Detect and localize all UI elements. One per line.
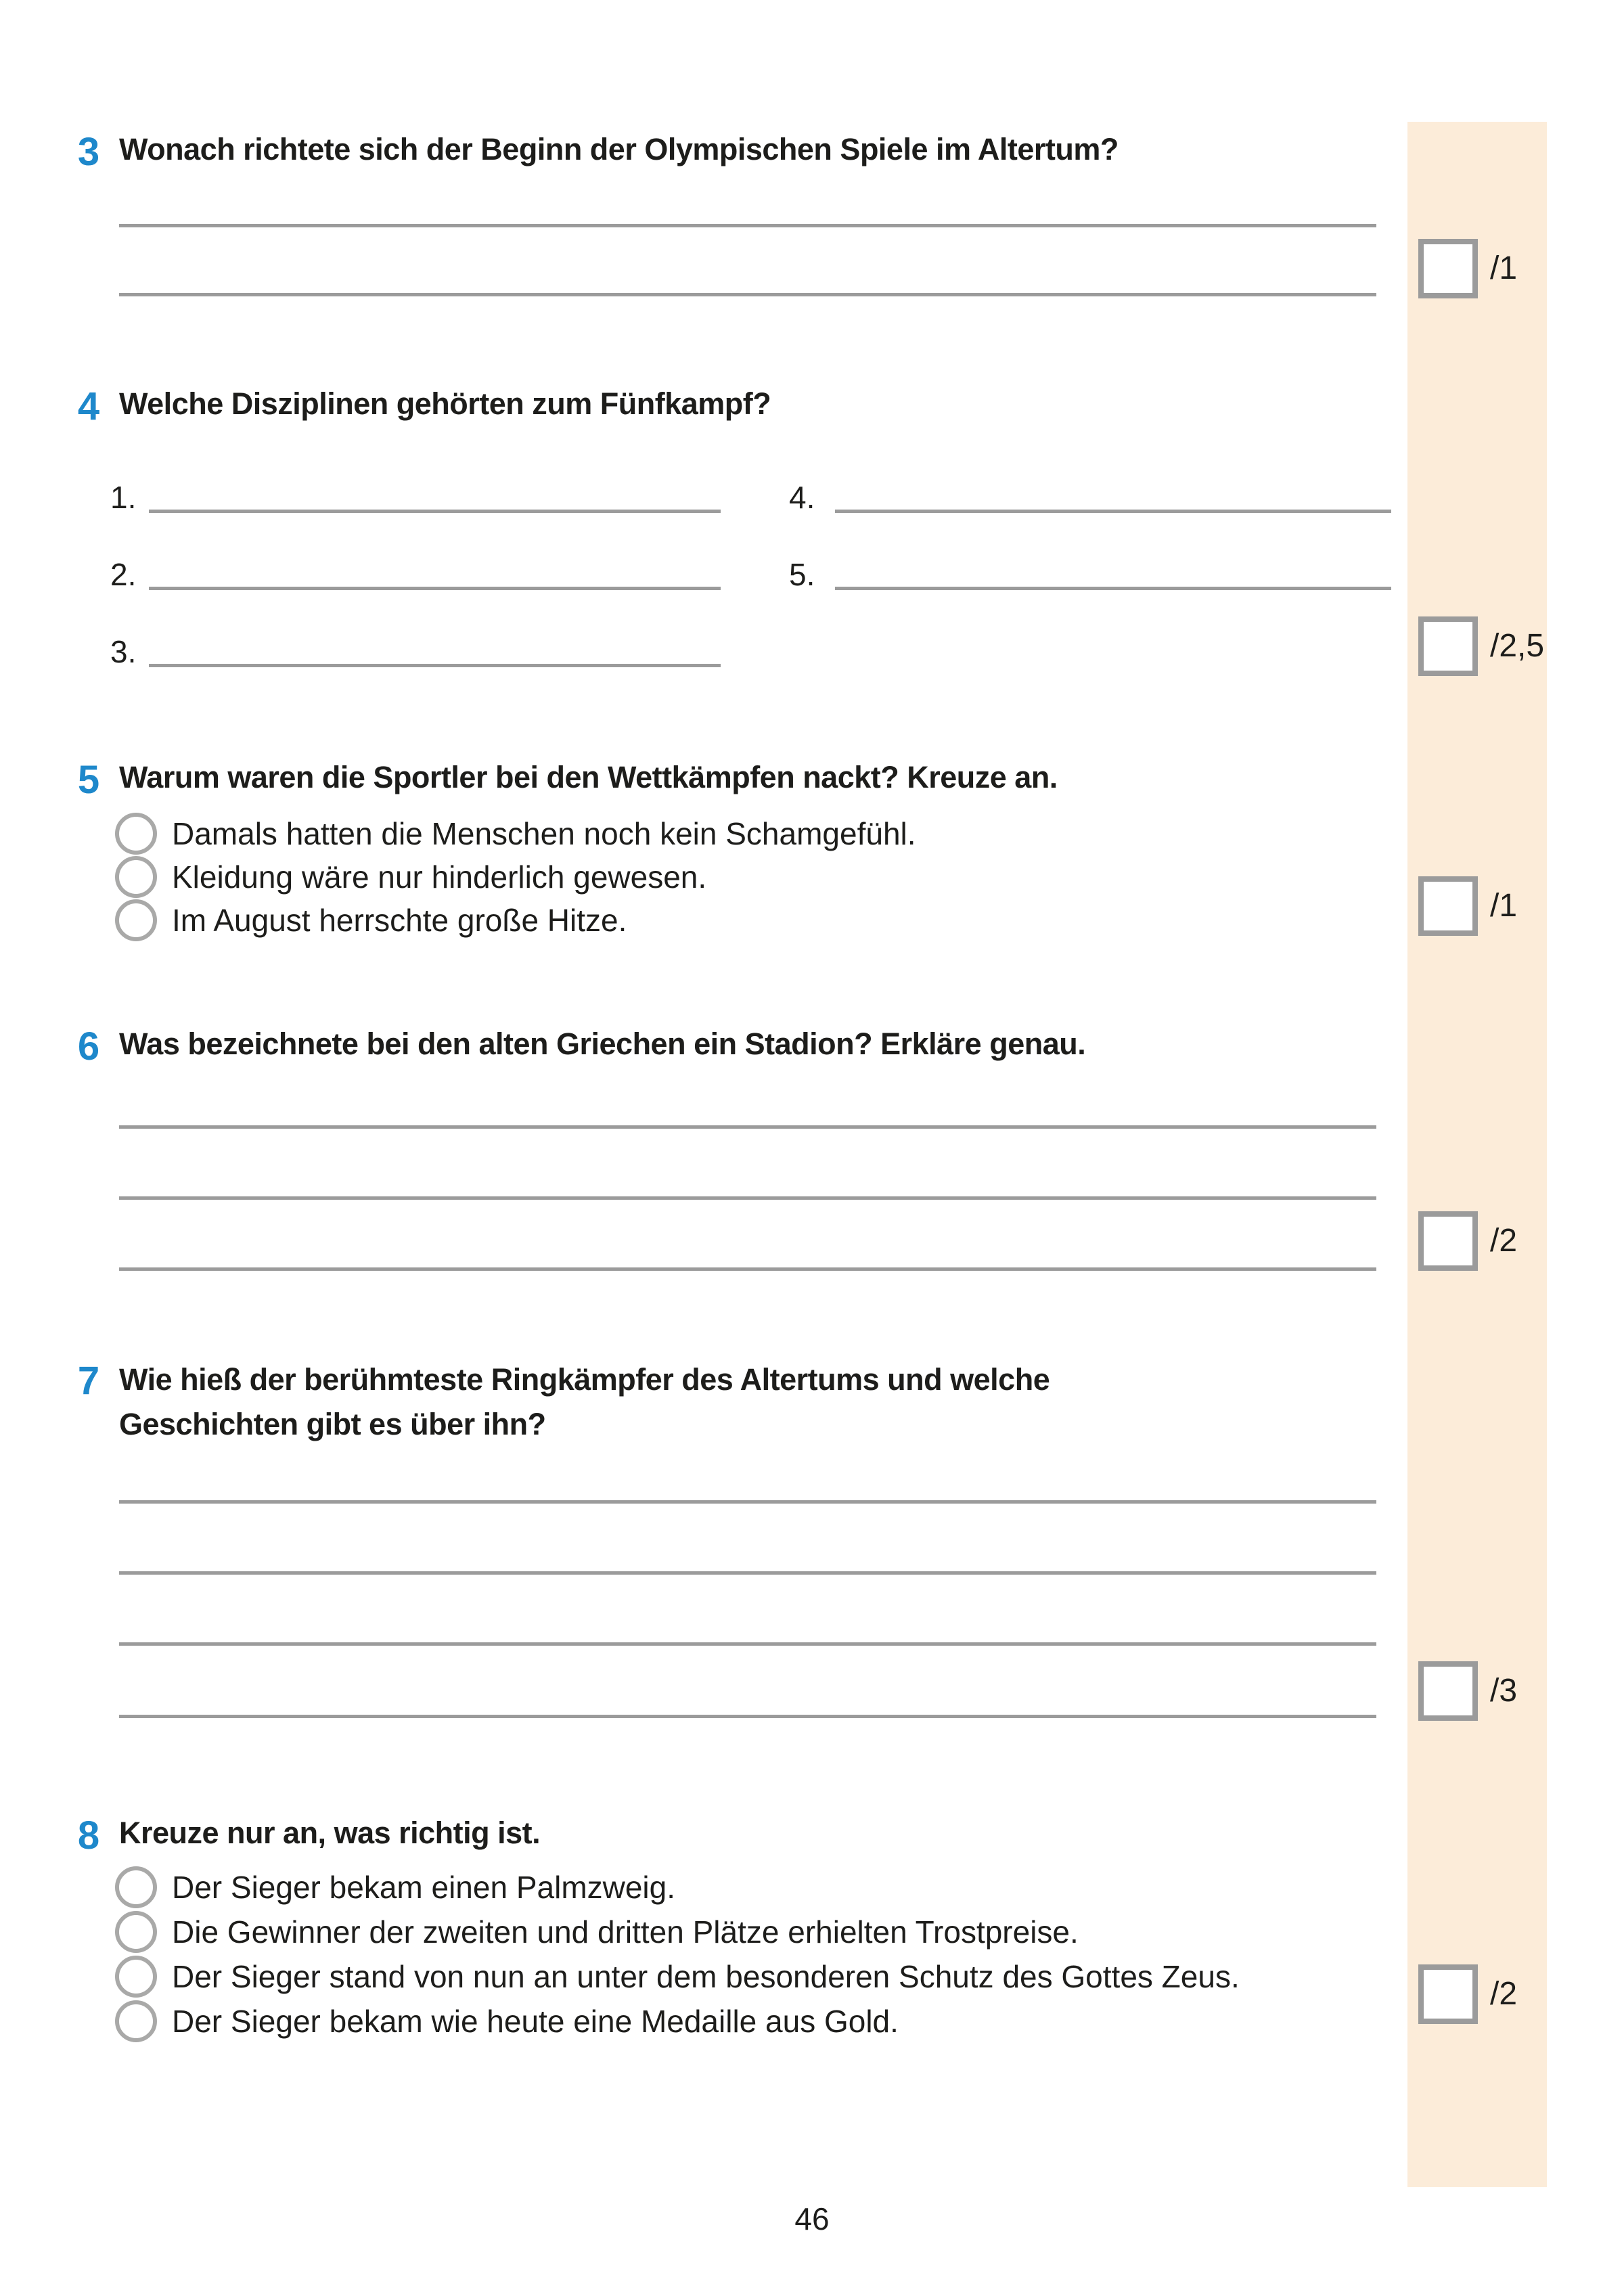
radio-circle-icon[interactable] [115, 856, 157, 898]
question-7-answer-line[interactable] [119, 1571, 1376, 1575]
question-5-score-label: /1 [1490, 888, 1518, 924]
question-5-option-3[interactable] [115, 899, 627, 942]
radio-circle-icon[interactable] [115, 813, 157, 855]
question-7-answer-line[interactable] [119, 1500, 1376, 1504]
question-4-blank-line-5[interactable] [835, 587, 1391, 590]
blank-label-4: 4. [789, 480, 815, 515]
question-6-answer-line[interactable] [119, 1125, 1376, 1129]
radio-circle-icon[interactable] [115, 1866, 157, 1908]
blank-label-1: 1. [110, 480, 137, 515]
question-5-option-2[interactable] [115, 855, 706, 899]
option-label: Kleidung wäre nur hinderlich gewesen. [172, 859, 707, 895]
question-6-answer-line[interactable] [119, 1267, 1376, 1271]
question-4-blank-line-2[interactable] [149, 587, 721, 590]
option-label: Im August herrschte große Hitze. [172, 903, 627, 938]
question-7-answer-line[interactable] [119, 1642, 1376, 1646]
question-4-blank-line-3[interactable] [149, 664, 721, 667]
option-label: Der Sieger stand von nun an unter dem besonderen Schutz des Gottes Zeus. [172, 1959, 1240, 1994]
blank-label-2: 2. [110, 557, 137, 592]
question-3-score-box[interactable] [1418, 239, 1478, 298]
question-4-title: Welche Disziplinen gehörten zum Fünfkampf? [119, 386, 771, 421]
question-8-option-4[interactable] [115, 2000, 899, 2043]
question-7-title [119, 1357, 1269, 1447]
question-6-score-box[interactable] [1418, 1211, 1478, 1271]
question-3-score-label: /1 [1490, 250, 1518, 286]
question-6-answer-line[interactable] [119, 1196, 1376, 1200]
question-6-title: Was bezeichnete bei den alten Griechen ein Stadion? Erkläre genau. [119, 1027, 1086, 1061]
question-3-number: 3 [77, 130, 100, 174]
question-3-answer-line[interactable] [119, 293, 1376, 296]
question-5-number: 5 [77, 758, 100, 802]
question-4-blank-line-4[interactable] [835, 510, 1391, 513]
question-8-option-3[interactable] [115, 1955, 1240, 1998]
radio-circle-icon[interactable] [115, 1911, 157, 1953]
option-label: Die Gewinner der zweiten und dritten Plätze erhielten Trostpreise. [172, 1914, 1079, 1950]
question-6-number: 6 [77, 1025, 100, 1068]
radio-circle-icon[interactable] [115, 1956, 157, 1998]
option-label: Der Sieger bekam wie heute eine Medaille aus Gold. [172, 2004, 899, 2039]
question-7-score-box[interactable] [1418, 1661, 1478, 1721]
question-4-score-label: /2,5 [1490, 628, 1545, 664]
question-5-option-1[interactable] [115, 812, 916, 855]
page-number: 46 [794, 2201, 830, 2236]
question-3-answer-line[interactable] [119, 224, 1376, 227]
question-4-number: 4 [77, 384, 100, 428]
radio-circle-icon[interactable] [115, 2000, 157, 2042]
question-4-blank-line-1[interactable] [149, 510, 721, 513]
score-sidebar [1407, 122, 1547, 2187]
question-6-score-label: /2 [1490, 1223, 1518, 1259]
blank-label-3: 3. [110, 634, 137, 669]
radio-circle-icon[interactable] [115, 899, 157, 941]
question-8-score-box[interactable] [1418, 1964, 1478, 2024]
question-8-option-2[interactable] [115, 1910, 1079, 1954]
question-8-option-1[interactable] [115, 1866, 675, 1909]
question-7-score-label: /3 [1490, 1673, 1518, 1709]
blank-label-5: 5. [789, 557, 815, 592]
question-7-answer-line[interactable] [119, 1715, 1376, 1718]
question-8-title: Kreuze nur an, was richtig ist. [119, 1816, 541, 1850]
question-5-score-box[interactable] [1418, 876, 1478, 936]
option-label: Damals hatten die Menschen noch kein Schamgefühl. [172, 816, 916, 851]
question-5-title: Warum waren die Sportler bei den Wettkämpfen nackt? Kreuze an. [119, 760, 1058, 794]
question-8-number: 8 [77, 1814, 100, 1858]
question-4-score-box[interactable] [1418, 616, 1478, 676]
question-7-number: 7 [77, 1359, 100, 1403]
question-7-title-line-1: Wie hieß der berühmteste Ringkämpfer des Altertums und welche [119, 1362, 1050, 1397]
question-3-title: Wonach richtete sich der Beginn der Olympischen Spiele im Altertum? [119, 132, 1119, 166]
option-label: Der Sieger bekam einen Palmzweig. [172, 1870, 676, 1905]
question-8-score-label: /2 [1490, 1976, 1518, 2012]
question-7-title-line-2: Geschichten gibt es über ihn? [119, 1407, 546, 1441]
